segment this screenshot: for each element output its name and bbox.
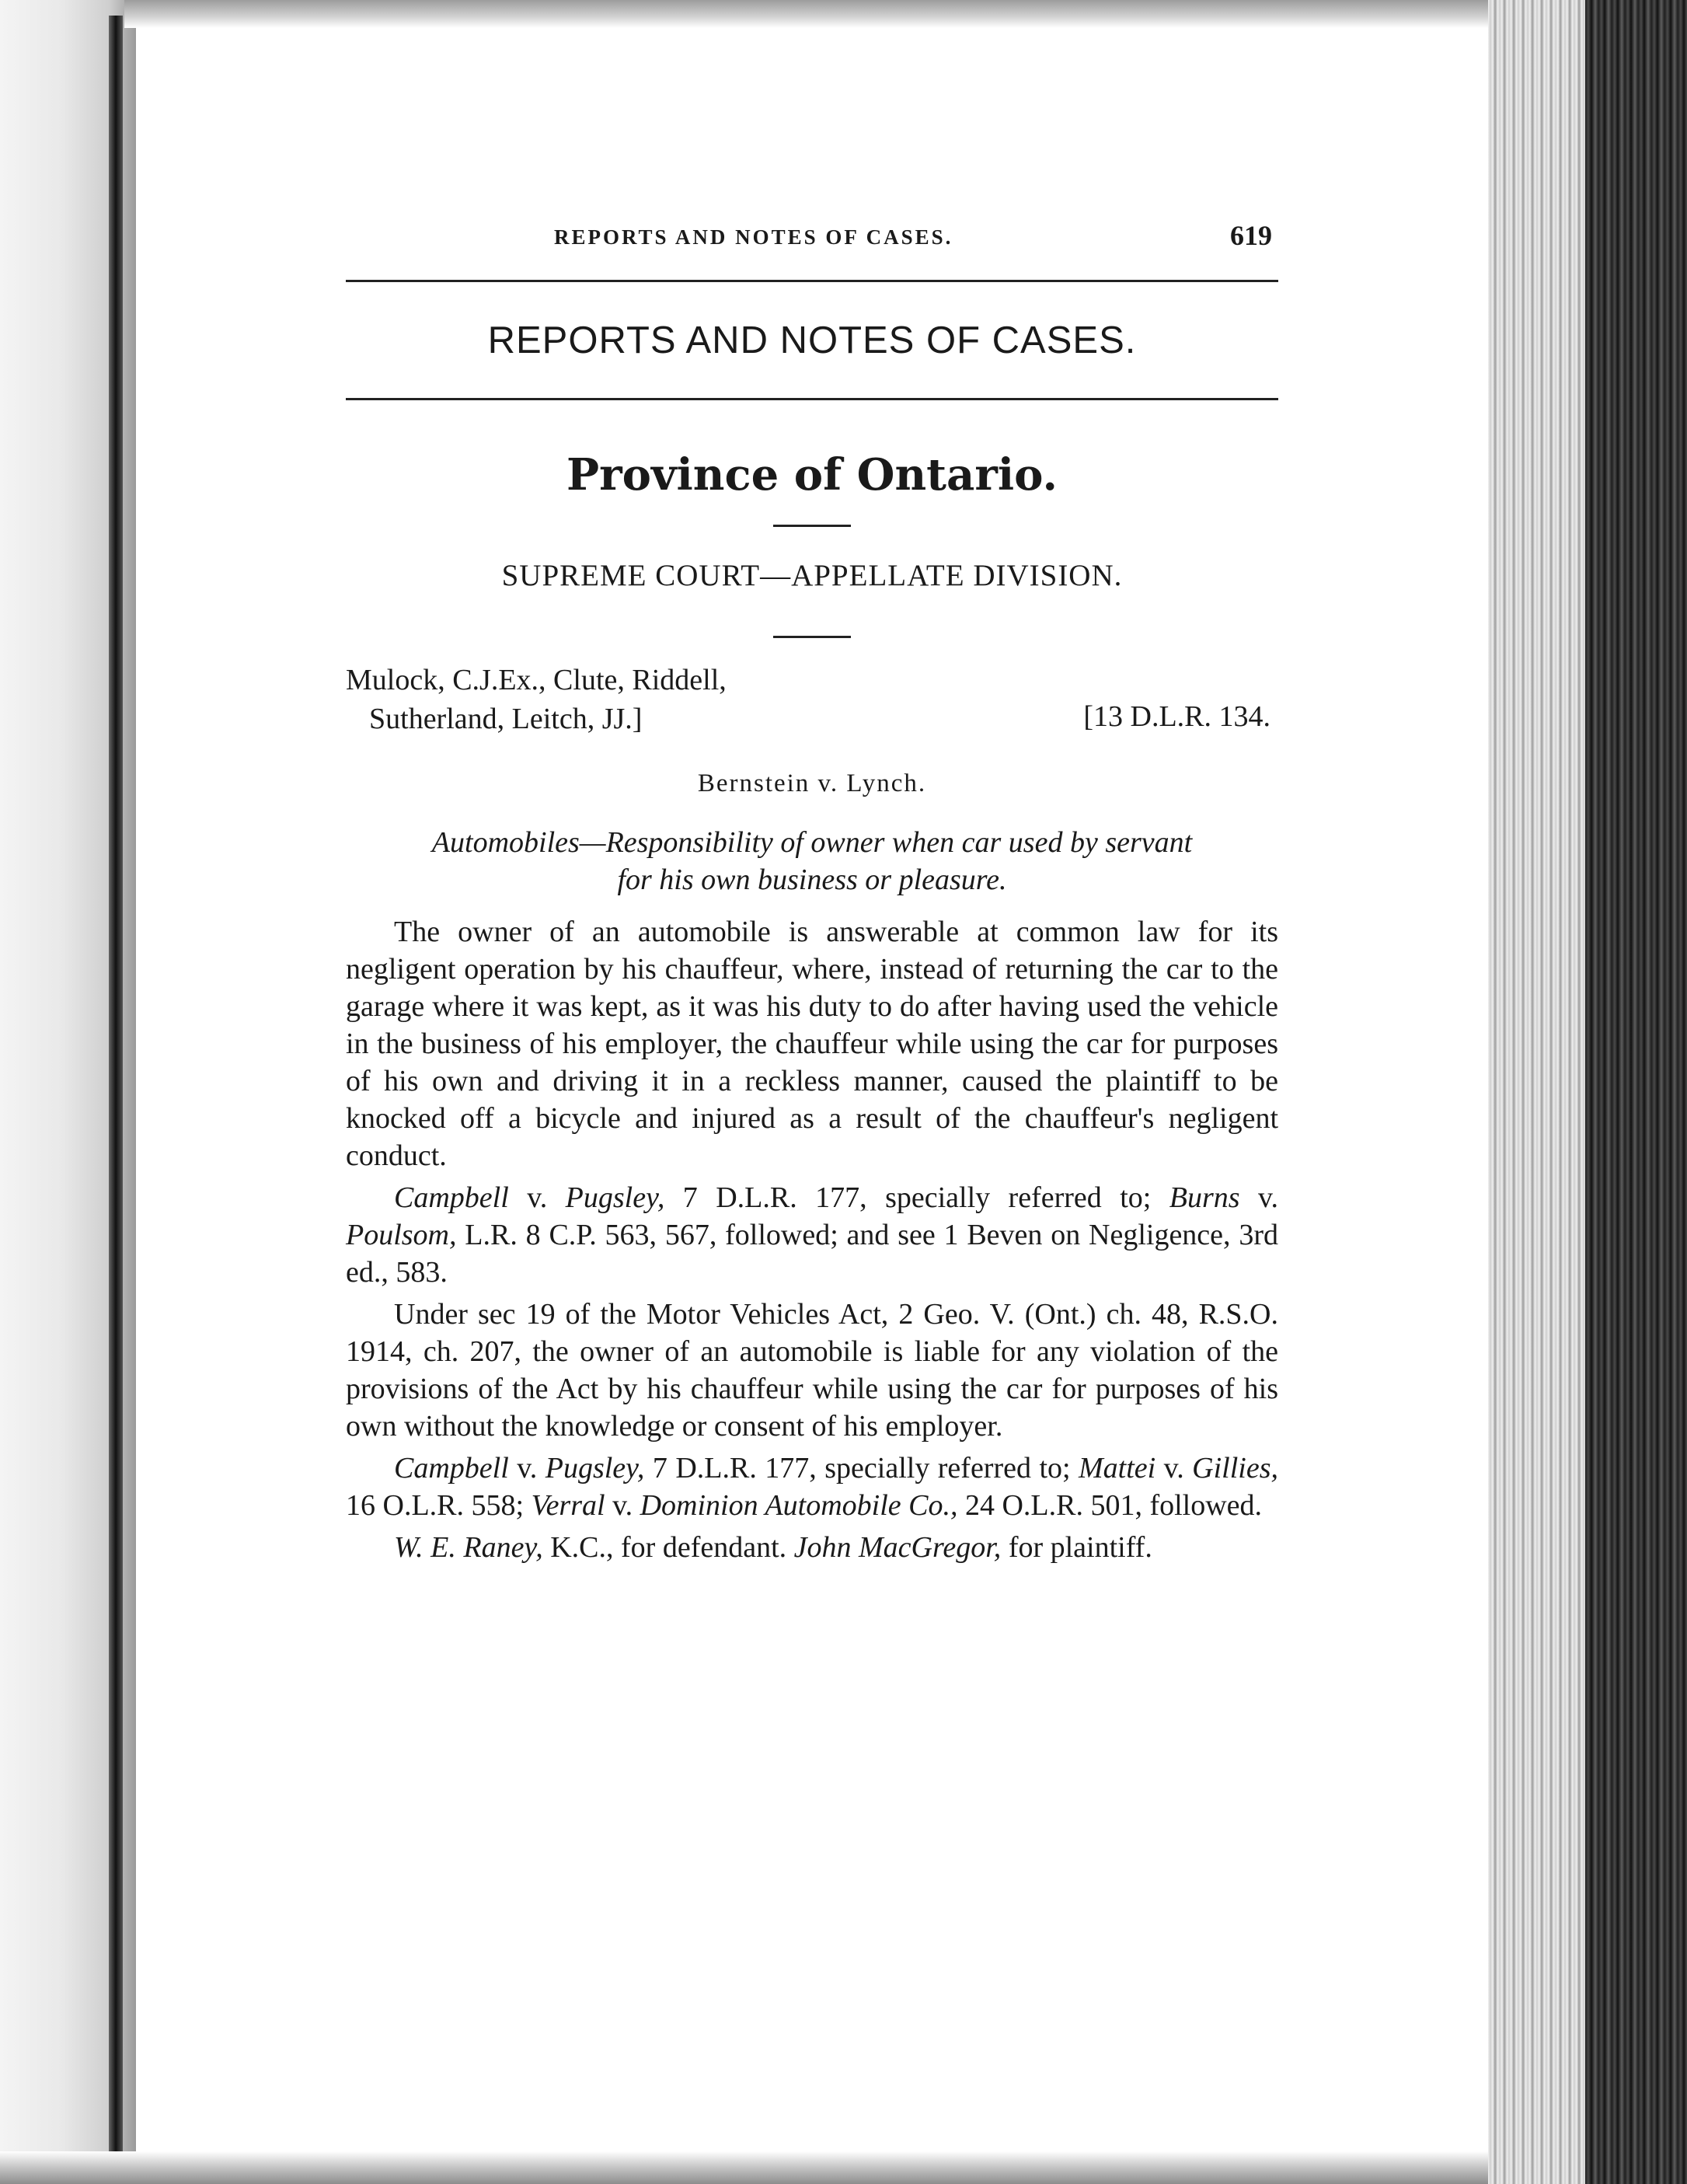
citation-text: 7 D.L.R. 177, specially referred to;	[644, 1452, 1079, 1484]
paragraph-1: The owner of an automobile is answerable at common law for its negligent operation by his chauffeur, where, instead of returning the car to the garage where it was kept, as it was his duty to do after having used the vehicle in the business of his employer, the chauffeur while using the car for purposes of his own and driving it in a reckless manner, caused the plaintiff to be knocked off a bicycle and injured as a result of the chauffeur's negligent conduct.	[346, 916, 1278, 1172]
paragraph-5	[346, 1529, 1278, 1566]
judges-line-2: Sutherland, Leitch, JJ.]	[369, 703, 643, 735]
paragraph-3: Under sec 19 of the Motor Vehicles Act, 2 Geo. V. (Ont.) ch. 48, R.S.O. 1914, ch. 207, the owner of an automobile is liable for any violation of the provisions of the Act by his chauffeur while using the car for purposes of his own without the knowledge or consent of his employer.	[346, 1298, 1278, 1443]
province-heading: Province of Ontario.	[566, 449, 1058, 501]
paragraph-4	[346, 1450, 1278, 1524]
scan-binding-edge	[109, 16, 123, 2161]
citation-text: L.R. 8 C.P. 563, 567, followed; and see 1 Beven on Negligence, 3rd ed., 583.	[346, 1219, 1278, 1289]
scan-bottom-edge	[0, 2151, 1687, 2184]
court-heading: SUPREME COURT—APPELLATE DIVISION.	[501, 559, 1123, 592]
scan-top-edge	[124, 0, 1562, 28]
page-content	[346, 202, 1286, 1564]
headnote-topic-line-2: for his own business or pleasure.	[617, 863, 1007, 896]
counsel-name: John MacGregor,	[793, 1531, 1002, 1564]
case-ref: Campbell	[394, 1452, 509, 1484]
citation-text: 7 D.L.R. 177, specially referred to;	[664, 1181, 1169, 1214]
headnote-body	[346, 913, 1278, 1571]
running-head-title: REPORTS AND NOTES OF CASES.	[554, 225, 953, 249]
scan-page-stack-dark	[1585, 0, 1687, 2184]
versus: v.	[1155, 1452, 1193, 1484]
versus: v.	[508, 1452, 545, 1484]
short-rule-2	[773, 636, 851, 638]
case-ref: Mattei	[1079, 1452, 1156, 1484]
case-ref: Pugsley,	[565, 1181, 665, 1214]
judges-line-1: Mulock, C.J.Ex., Clute, Riddell,	[346, 664, 727, 696]
versus: v.	[605, 1489, 640, 1522]
paragraph-2	[346, 1179, 1278, 1291]
versus: v.	[508, 1181, 566, 1214]
counsel-role: K.C., for defendant.	[542, 1531, 794, 1564]
section-heading: REPORTS AND NOTES OF CASES.	[487, 319, 1137, 361]
judges-list	[346, 661, 727, 738]
short-rule-1	[773, 525, 851, 527]
counsel-role: for plaintiff.	[1001, 1531, 1152, 1564]
page-number: 619	[1230, 220, 1272, 251]
header-rule	[346, 280, 1278, 282]
case-name: Bernstein v. Lynch.	[697, 769, 927, 797]
section-rule	[346, 398, 1278, 400]
citation-text: 24 O.L.R. 501, followed.	[957, 1489, 1263, 1522]
case-ref: Burns	[1169, 1181, 1240, 1214]
citation-text: 16 O.L.R. 558;	[346, 1489, 532, 1522]
headnote-topic	[346, 824, 1278, 898]
case-ref: Campbell	[394, 1181, 509, 1214]
versus: v.	[1239, 1181, 1278, 1214]
headnote-topic-line-1: Automobiles—Responsibility of owner when car used by servant	[431, 826, 1193, 859]
case-ref: Dominion Automobile Co.,	[640, 1489, 958, 1522]
case-ref: Verral	[531, 1489, 605, 1522]
running-head	[346, 202, 1286, 249]
case-ref: Pugsley,	[545, 1452, 645, 1484]
case-ref: Poulsom,	[346, 1219, 457, 1251]
report-citation: [13 D.L.R. 134.	[1083, 700, 1270, 733]
counsel-name: W. E. Raney,	[394, 1531, 543, 1564]
case-ref: Gillies,	[1192, 1452, 1278, 1484]
